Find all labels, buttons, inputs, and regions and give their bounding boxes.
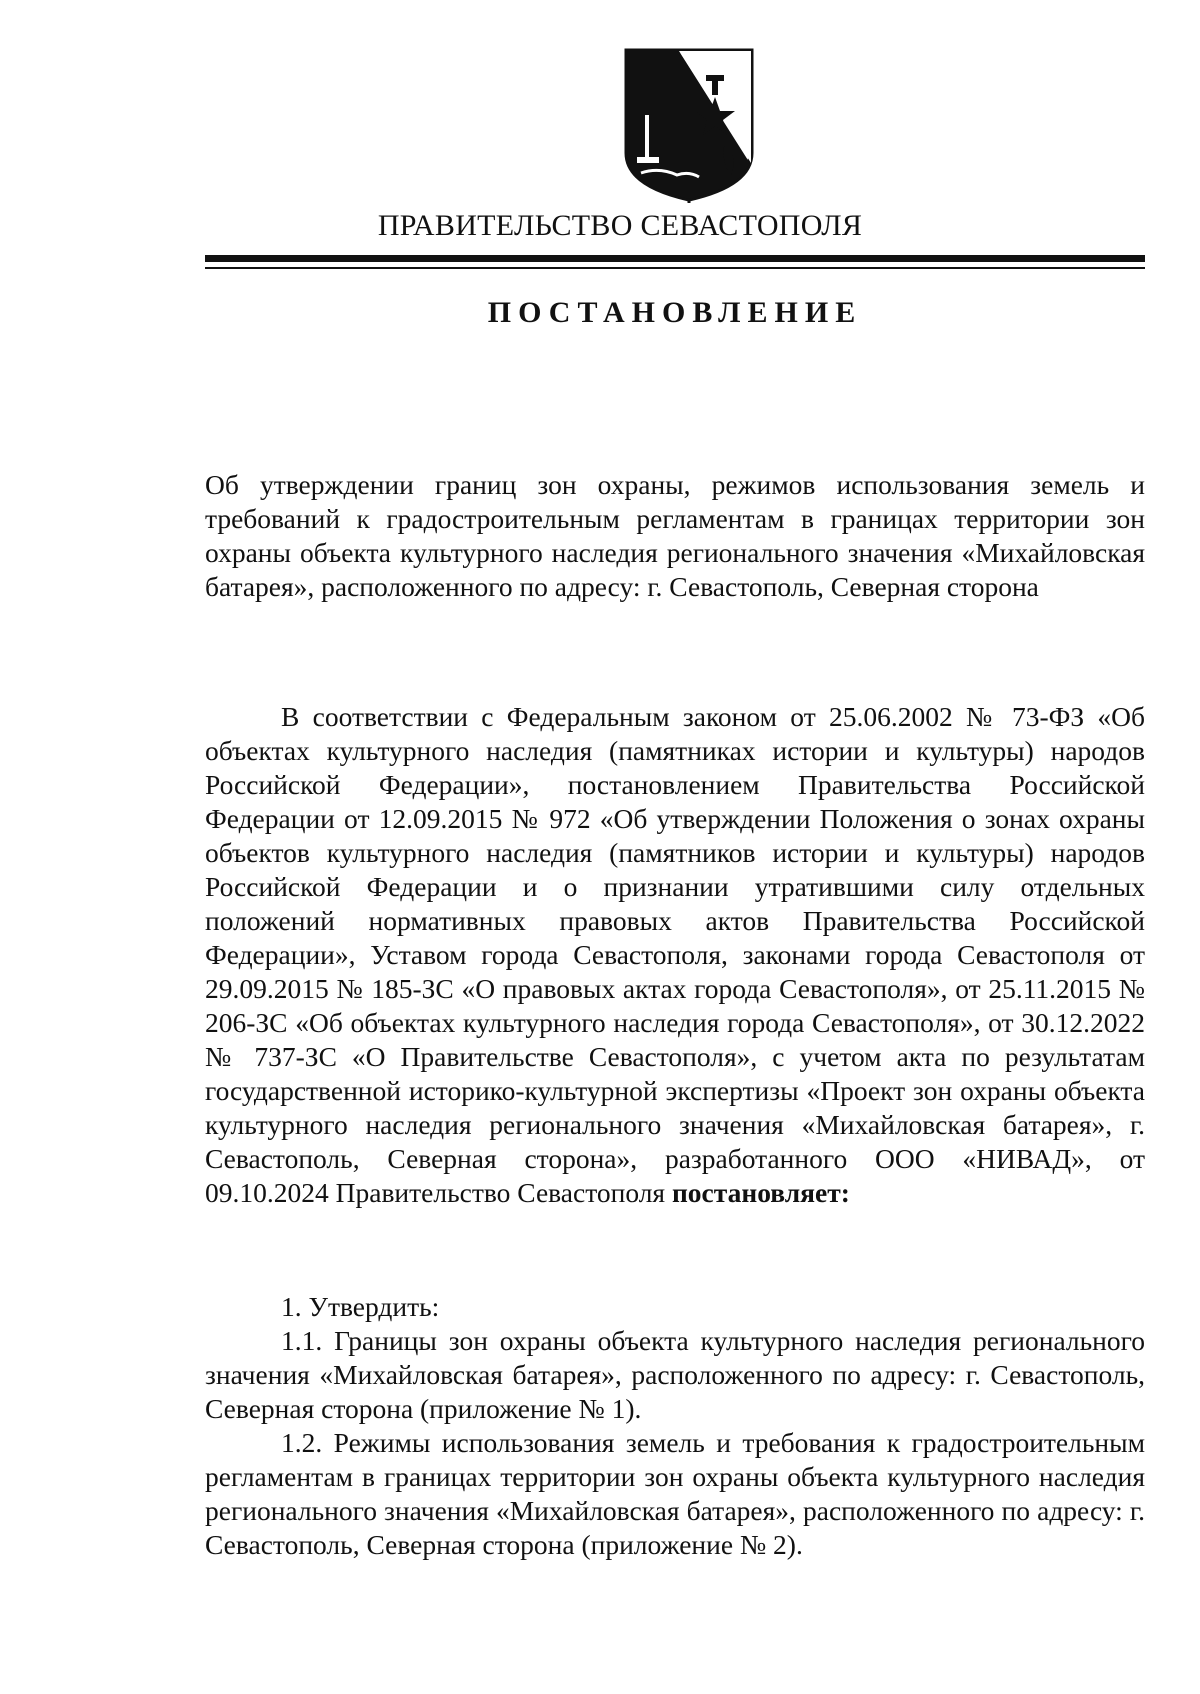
item-1-2: 1.2. Режимы использования земель и требования к градостроительным регламентам в границах территории зон охраны объекта культурного наследия регионального значения «Михайловская батарея», расположенного по адресу: г. Севастополь, Северная сторона (приложение № 2). <box>205 1427 1145 1560</box>
decision-word: постановляет: <box>671 1177 850 1208</box>
item-1-1: 1.1. Границы зон охраны объекта культурного наследия регионального значения «Михайловская батарея», расположенного по адресу: г. Севастополь, Северная сторона (приложение № 1). <box>205 1325 1145 1424</box>
preamble-text: В соответствии с Федеральным законом от 25.06.2002 № 73-ФЗ «Об объектах культурного наследия (памятниках истории и культуры) народов Российской Федерации», постановлением Правительства Российской Федерации от 12.09.2015 № 972 «Об утверждении Положения о зонах охраны объектов культурного наследия (памятников истории и культуры) народов Российской Федерации и о признании утратившими силу отдельных положений нормативных правовых актов Правительства Российской Федерации», Уставом города Севастополя, законами города Севастополя от 29.09.2015 № 185-ЗС «О правовых актах города Севастополя», от 25.11.2015 № 206-ЗС «Об объектах культурного наследия города Севастополя», от 30.12.2022 № 737-ЗС «О Правительстве Севастополя», с учетом акта по результатам государственной историко-культурной экспертизы «Проект зон охраны объекта культурного наследия регионального значения «Михайловская батарея», г. Севастополь, Северная сторона», разработанного ООО «НИВАД», от 09.10.2024 Правительство Севастополя <box>205 701 1145 1208</box>
header-thick-rule <box>205 255 1145 262</box>
document-type-heading: ПОСТАНОВЛЕНИЕ <box>487 296 863 329</box>
document-subject: Об утверждении границ зон охраны, режимов использования земель и требований к градостроительным регламентам в границах территории зон охраны объекта культурного наследия регионального значения «Михайловская батарея», расположенного по адресу: г. Севастополь, Северная сторона <box>205 469 1145 602</box>
sevastopol-coat-of-arms-icon <box>619 45 759 203</box>
resolution-items <box>205 1290 1145 1562</box>
preamble-paragraph <box>205 700 1145 1210</box>
government-title: ПРАВИТЕЛЬСТВО СЕВАСТОПОЛЯ <box>377 209 863 242</box>
item-1: 1. Утвердить: <box>281 1291 440 1322</box>
header-thin-rule <box>205 267 1145 269</box>
